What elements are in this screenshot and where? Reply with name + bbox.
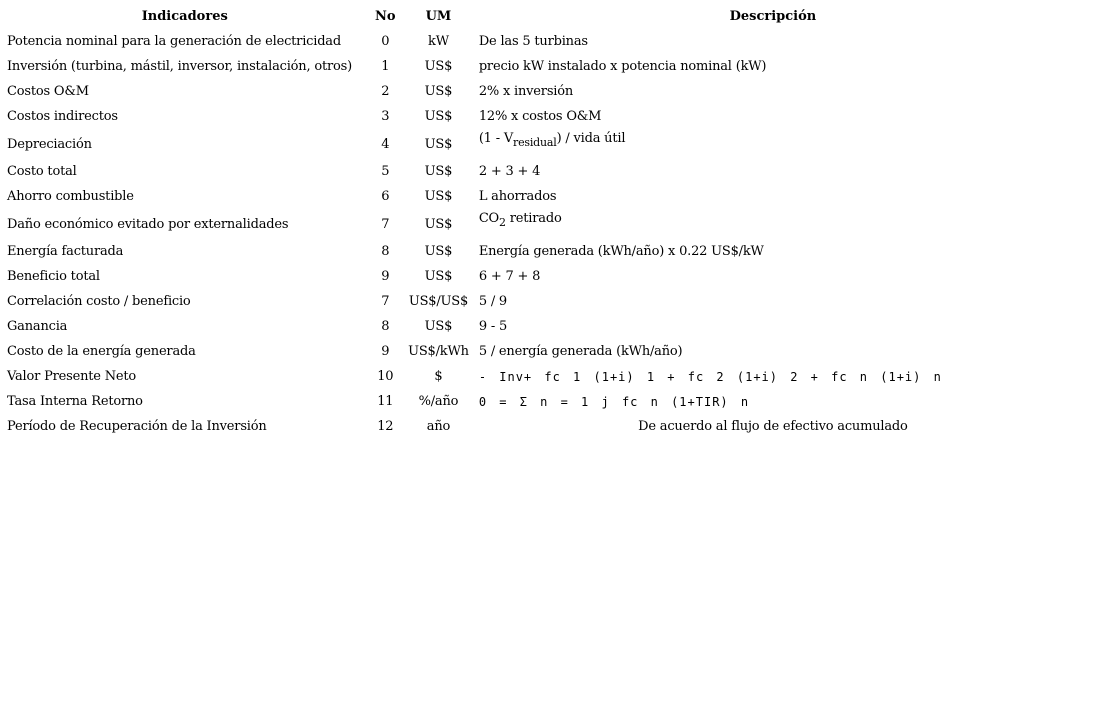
description-cell: 2 + 3 + 4 <box>478 164 541 179</box>
um-cell: US$/US$ <box>408 294 469 309</box>
header-description: Descripción <box>729 9 817 24</box>
irr-formula-cell: 0 = Σ n = 1 j fc n (1+TIR) n <box>478 394 750 409</box>
header-no: No <box>375 9 396 24</box>
description-cell <box>474 129 1072 159</box>
no-cell: 5 <box>381 164 390 179</box>
indicator-cell: Período de Recuperación de la Inversión <box>7 419 267 434</box>
description-text: CO <box>478 211 500 226</box>
table-row <box>2 104 1072 129</box>
um-cell: kW <box>428 34 449 49</box>
um-cell: US$ <box>424 109 453 124</box>
no-cell: 8 <box>381 244 390 259</box>
no-cell: 6 <box>381 189 390 204</box>
indicator-cell: Correlación costo / beneficio <box>7 294 191 309</box>
indicator-cell: Depreciación <box>7 136 92 152</box>
table-row <box>2 209 1072 239</box>
subscript: residual <box>513 136 557 149</box>
um-cell: US$/kWh <box>408 344 469 359</box>
npv-formula-cell: - Inv+ fc 1 (1+i) 1 + fc 2 (1+i) 2 + fc n (1+i) n <box>478 369 942 384</box>
header-indicator: Indicadores <box>141 9 228 24</box>
no-cell: 0 <box>381 34 390 49</box>
indicator-cell: Energía facturada <box>7 244 124 259</box>
description-cell: 5 / 9 <box>478 294 507 309</box>
table-row <box>2 129 1072 159</box>
indicator-cell: Ahorro combustible <box>7 189 134 204</box>
description-text: retirado <box>505 211 562 226</box>
table-row <box>2 54 1072 79</box>
description-text: ) / vida útil <box>556 131 626 146</box>
indicator-cell: Costo total <box>7 164 77 179</box>
indicator-cell: Costo de la energía generada <box>7 344 196 359</box>
description-cell: De acuerdo al flujo de efectivo acumulado <box>638 419 908 434</box>
indicator-cell: Daño económico evitado por externalidades <box>7 216 289 232</box>
subscript: 2 <box>499 216 506 229</box>
indicator-cell: Costos indirectos <box>7 109 118 124</box>
no-cell: 7 <box>381 294 390 309</box>
table-row <box>2 29 1072 54</box>
table-row <box>2 364 1072 389</box>
table-row <box>2 414 1072 439</box>
table-row <box>2 314 1072 339</box>
um-cell: US$ <box>424 84 453 99</box>
table-row <box>2 159 1072 184</box>
description-cell <box>474 209 1072 239</box>
indicator-cell: Beneficio total <box>7 269 100 284</box>
um-cell: %/año <box>418 394 459 409</box>
no-cell: 1 <box>381 59 390 74</box>
um-cell: US$ <box>424 216 453 232</box>
indicator-cell: Potencia nominal para la generación de electricidad <box>7 34 341 49</box>
table-row <box>2 79 1072 104</box>
um-cell: US$ <box>424 244 453 259</box>
header-um: UM <box>425 9 452 24</box>
table-row <box>2 184 1072 209</box>
um-cell: US$ <box>424 189 453 204</box>
indicator-cell: Inversión (turbina, mástil, inversor, instalación, otros) <box>7 59 352 74</box>
no-cell: 4 <box>381 136 390 152</box>
table-row <box>2 389 1072 414</box>
no-cell: 3 <box>381 109 390 124</box>
um-cell: US$ <box>424 59 453 74</box>
table-row <box>2 239 1072 264</box>
description-cell: 6 + 7 + 8 <box>478 269 541 284</box>
description-text: (1 - V <box>478 131 514 146</box>
indicator-cell: Tasa Interna Retorno <box>7 394 143 409</box>
description-cell: 12% x costos O&M <box>478 109 602 124</box>
indicator-cell: Valor Presente Neto <box>7 369 137 384</box>
um-cell: US$ <box>424 136 453 152</box>
table-row <box>2 264 1072 289</box>
description-cell: 5 / energía generada (kWh/año) <box>478 344 683 359</box>
table-row <box>2 339 1072 364</box>
description-cell: L ahorrados <box>478 189 557 204</box>
no-cell: 9 <box>381 344 390 359</box>
no-cell: 7 <box>381 216 390 232</box>
description-cell: De las 5 turbinas <box>478 34 588 49</box>
table-row <box>2 289 1072 314</box>
description-cell: 9 - 5 <box>478 319 508 334</box>
um-cell: US$ <box>424 269 453 284</box>
indicator-cell: Ganancia <box>7 319 68 334</box>
um-cell: US$ <box>424 164 453 179</box>
no-cell: 8 <box>381 319 390 334</box>
um-cell: año <box>426 419 451 434</box>
indicators-table <box>2 4 1072 439</box>
description-cell: 2% x inversión <box>478 84 574 99</box>
description-cell: precio kW instalado x potencia nominal (kW) <box>478 59 767 74</box>
um-cell: $ <box>434 369 443 384</box>
no-cell: 10 <box>377 369 394 384</box>
table-header-row <box>2 4 1072 29</box>
no-cell: 12 <box>377 419 394 434</box>
no-cell: 2 <box>381 84 390 99</box>
no-cell: 9 <box>381 269 390 284</box>
um-cell: US$ <box>424 319 453 334</box>
indicator-cell: Costos O&M <box>7 84 89 99</box>
description-cell: Energía generada (kWh/año) x 0.22 US$/kW <box>478 244 764 259</box>
no-cell: 11 <box>377 394 394 409</box>
